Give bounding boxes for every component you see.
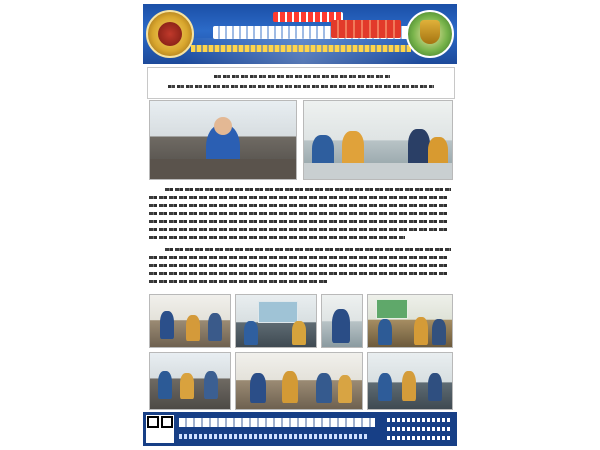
gallery-photo	[321, 294, 363, 348]
person-figure	[158, 371, 172, 399]
footer-address-unreadable	[179, 434, 369, 439]
person-figure	[432, 319, 446, 345]
banner-subtitle-text-unreadable	[191, 45, 411, 52]
person-figure	[316, 373, 332, 403]
meeting-table	[304, 163, 452, 179]
person-figure	[428, 373, 442, 401]
gallery-photo	[149, 294, 231, 348]
projector-screen	[258, 301, 298, 323]
attendee-figure	[408, 129, 430, 167]
display-screen	[376, 299, 408, 319]
attendee-figure	[342, 131, 364, 167]
person-figure	[378, 373, 392, 401]
footer-office-name-unreadable	[179, 418, 375, 427]
gallery-photo	[367, 352, 453, 410]
banner-title-text-unreadable	[213, 26, 413, 39]
body-line	[149, 212, 449, 215]
footer-fax-unreadable	[387, 427, 451, 431]
body-line	[149, 204, 449, 207]
gallery-photo	[235, 352, 363, 410]
headline-line-1-unreadable	[214, 75, 390, 78]
province-seal-icon	[406, 10, 454, 58]
headline-line-2-unreadable	[168, 85, 434, 88]
news-poster	[143, 4, 457, 446]
body-text	[149, 186, 451, 296]
footer-phone-unreadable	[387, 418, 451, 422]
footer-email-unreadable	[387, 436, 451, 440]
presenter-head	[214, 117, 232, 135]
top-photo-left	[149, 100, 297, 180]
body-line	[149, 264, 449, 267]
person-figure	[204, 371, 218, 399]
gallery-photo	[367, 294, 453, 348]
person-figure	[414, 317, 428, 345]
desk	[150, 159, 296, 179]
gallery-photo	[149, 352, 231, 410]
body-line	[149, 196, 449, 199]
person-figure	[402, 371, 416, 401]
person-figure	[378, 319, 392, 345]
person-figure	[250, 373, 266, 403]
footer-bar	[143, 412, 457, 446]
person-figure	[292, 321, 306, 345]
body-line	[149, 220, 449, 223]
body-line	[165, 248, 451, 251]
person-figure	[208, 313, 222, 341]
body-line	[149, 256, 449, 259]
headline-box	[147, 67, 455, 99]
person-figure	[186, 315, 200, 341]
body-line	[149, 228, 449, 231]
body-line	[149, 236, 405, 239]
body-line	[165, 188, 451, 191]
person-figure	[244, 321, 258, 345]
person-figure	[160, 311, 174, 339]
body-line	[149, 280, 327, 283]
body-line	[149, 272, 449, 275]
qr-code-icon	[146, 415, 174, 443]
gallery-photo	[235, 294, 317, 348]
person-figure	[338, 375, 352, 403]
person-figure	[180, 373, 194, 399]
person-figure	[332, 309, 350, 343]
person-figure	[282, 371, 298, 403]
top-photo-right	[303, 100, 453, 180]
header-banner	[143, 4, 457, 64]
department-seal-icon	[146, 10, 194, 58]
